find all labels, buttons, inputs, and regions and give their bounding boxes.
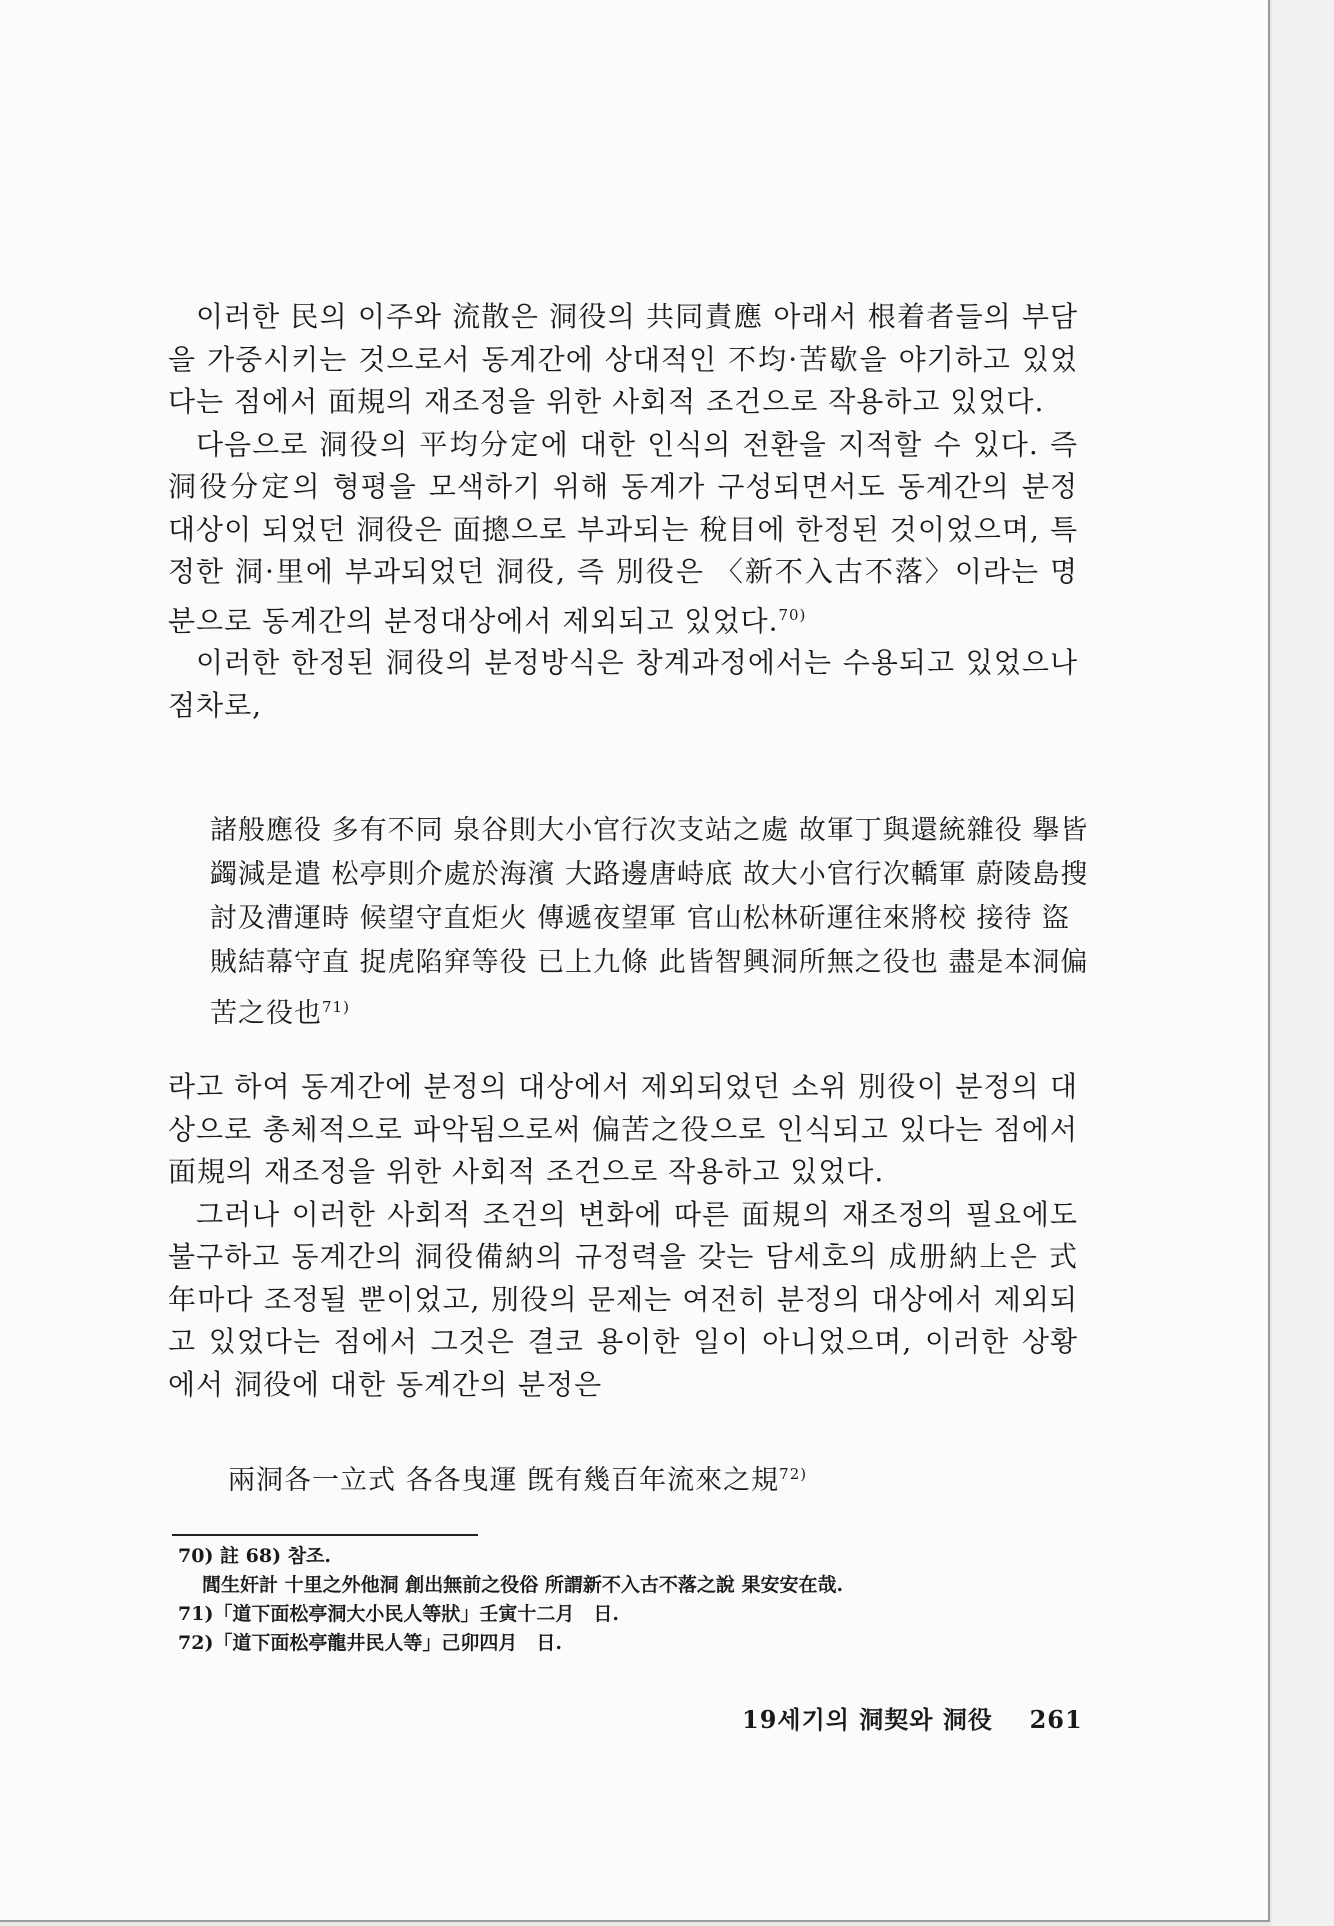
- block-quote-1: [210, 809, 1090, 1036]
- paragraph-3: 이러한 한정된 洞役의 분정방식은 창계과정에서는 수용되고 있었으나 점차로,: [168, 646, 1078, 722]
- footnote-70: 70) 註 68) 참조.: [178, 1545, 332, 1567]
- body-section-2: [168, 1066, 1078, 1406]
- running-head-title: 19세기의 洞契와 洞役: [742, 1705, 993, 1734]
- paragraph-2: [168, 424, 1078, 643]
- footnote-ref-71: 71): [322, 998, 350, 1016]
- footnote-71: 71)「道下面松亭洞大小民人等狀」壬寅十二月 日.: [178, 1603, 620, 1625]
- page-number: 261: [1029, 1705, 1083, 1734]
- viewer-margin: [1272, 0, 1334, 1926]
- page-footer: [742, 1700, 1083, 1735]
- footnote-ref-72: 72): [779, 1465, 808, 1483]
- paragraph-1: 이러한 民의 이주와 流散은 洞役의 共同責應 아래서 根着者들의 부담을 가중시키는 것으로서 동계간에 상대적인 不均·苦歇을 야기하고 있었다는 점에서 面規의 재조정을 위한 사회적 조건으로 작용하고 있었다.: [168, 300, 1078, 418]
- footnote-rule: [172, 1534, 478, 1536]
- footnote-70-quote: 閭生奸計 十里之外他洞 創出無前之役俗 所謂新不入古不落之說 果安安在哉.: [202, 1574, 844, 1596]
- paragraph-2-text: 다음으로 洞役의 平均分定에 대한 인식의 전환을 지적할 수 있다. 즉 洞役分定의 형평을 모색하기 위해 동계가 구성되면서도 동계간의 분정대상이 되었던 洞役은 面摠으로 부과되는 稅目에 한정된 것이었으며, 특정한 洞·里에 부과되었던 洞役, 즉 別役은 〈新不入古不落〉이라는 명분으로 동계간의 분정대상에서 제외되고 있었다.: [168, 427, 1078, 637]
- body-section-1: [168, 296, 1078, 727]
- footnote-72: 72)「道下面松亭龍井民人等」己卯四月 日.: [178, 1632, 563, 1654]
- block-quote-2-text: 兩洞各一立式 各各曳運 旣有幾百年流來之規: [228, 1465, 780, 1496]
- footnote-ref-70: 70): [778, 605, 807, 624]
- paragraph-4: 라고 하여 동계간에 분정의 대상에서 제외되었던 소위 別役이 분정의 대상으로 총체적으로 파악됨으로써 偏苦之役으로 인식되고 있다는 점에서 面規의 재조정을 위한 사회적 조건으로 작용하고 있었다.: [168, 1070, 1078, 1188]
- footnotes: [178, 1542, 1078, 1658]
- block-quote-1-text: 諸般應役 多有不同 泉谷則大小官行次支站之處 故軍丁與還統雜役 擧皆蠲減是遣 松亭則介處於海濱 大路邊唐峙底 故大小官行次轎軍 蔚陵島搜討及漕運時 候望守直炬火 傳遞夜望軍 官山松林斫運往來將校 接待 盜賊結幕守直 捉虎陷穽等役 已上九條 此皆智興洞所無之役也 盡是本洞偏苦之役也: [210, 815, 1089, 1029]
- block-quote-2: [228, 1452, 1108, 1503]
- paragraph-5: 그러나 이러한 사회적 조건의 변화에 따른 面規의 재조정의 필요에도 불구하고 동계간의 洞役備納의 규정력을 갖는 담세호의 成册納上은 式年마다 조정될 뿐이었고, 別役의 문제는 여전히 분정의 대상에서 제외되고 있었다는 점에서 그것은 결코 용이한 일이 아니었으며, 이러한 상황에서 洞役에 대한 동계간의 분정은: [168, 1197, 1078, 1401]
